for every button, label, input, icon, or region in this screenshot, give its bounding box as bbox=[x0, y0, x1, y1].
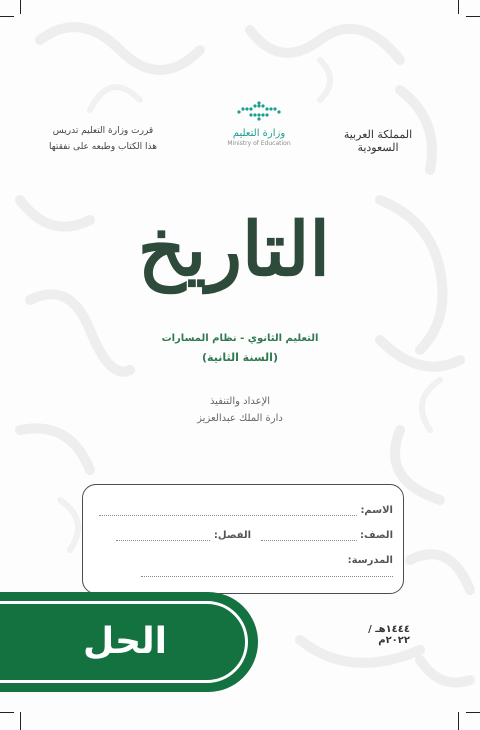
name-field[interactable] bbox=[99, 505, 357, 516]
book-year-label: (السنة الثانية) bbox=[202, 351, 278, 364]
class-label: الفصل: bbox=[213, 530, 252, 541]
class-field[interactable] bbox=[116, 530, 210, 541]
approval-statement bbox=[38, 123, 168, 155]
student-info-box bbox=[82, 484, 404, 594]
name-label: الاسم: bbox=[360, 505, 393, 516]
school-row bbox=[93, 555, 393, 573]
edition-year: ١٤٤٤هـ / ٢٠٢٢م bbox=[368, 624, 410, 646]
ministry-name-english: Ministry of Education bbox=[227, 140, 291, 147]
crop-mark-bottom-right-h bbox=[466, 712, 480, 713]
crop-mark-top-right-v bbox=[458, 0, 459, 14]
approval-line-2: هذا الكتاب وطبعه على نفقتها bbox=[48, 142, 158, 152]
kingdom-name: المملكة العربية السعودية bbox=[343, 128, 413, 154]
grade-label: الصف: bbox=[360, 530, 393, 541]
ministry-dots-icon bbox=[231, 100, 287, 122]
solution-banner-label: الحل bbox=[83, 621, 167, 662]
crop-mark-bottom-right-v bbox=[458, 712, 459, 730]
author-name: دارة الملك عبدالعزيز bbox=[197, 413, 283, 424]
school-label: المدرسة: bbox=[347, 555, 393, 566]
ministry-logo bbox=[214, 100, 304, 147]
crop-mark-bottom-left-v bbox=[20, 712, 21, 730]
kingdom-logo bbox=[330, 128, 426, 154]
school-field[interactable] bbox=[141, 566, 393, 577]
crop-mark-bottom-left-h bbox=[0, 712, 14, 713]
name-row bbox=[93, 505, 393, 523]
book-subtitle: التعليم الثانوي - نظام المسارات bbox=[161, 333, 319, 344]
prepared-by-label: الإعداد والتنفيذ bbox=[209, 396, 271, 407]
grade-row bbox=[93, 530, 393, 548]
crop-mark-top-left-h bbox=[0, 16, 14, 17]
book-title: التاريخ bbox=[137, 207, 330, 293]
crop-mark-top-right-h bbox=[466, 16, 480, 17]
ministry-name-arabic: وزارة التعليم bbox=[232, 128, 286, 139]
approval-line-1: قررت وزارة التعليم تدريس bbox=[52, 126, 154, 136]
crop-mark-top-left-v bbox=[20, 0, 21, 14]
grade-field[interactable] bbox=[261, 530, 357, 541]
